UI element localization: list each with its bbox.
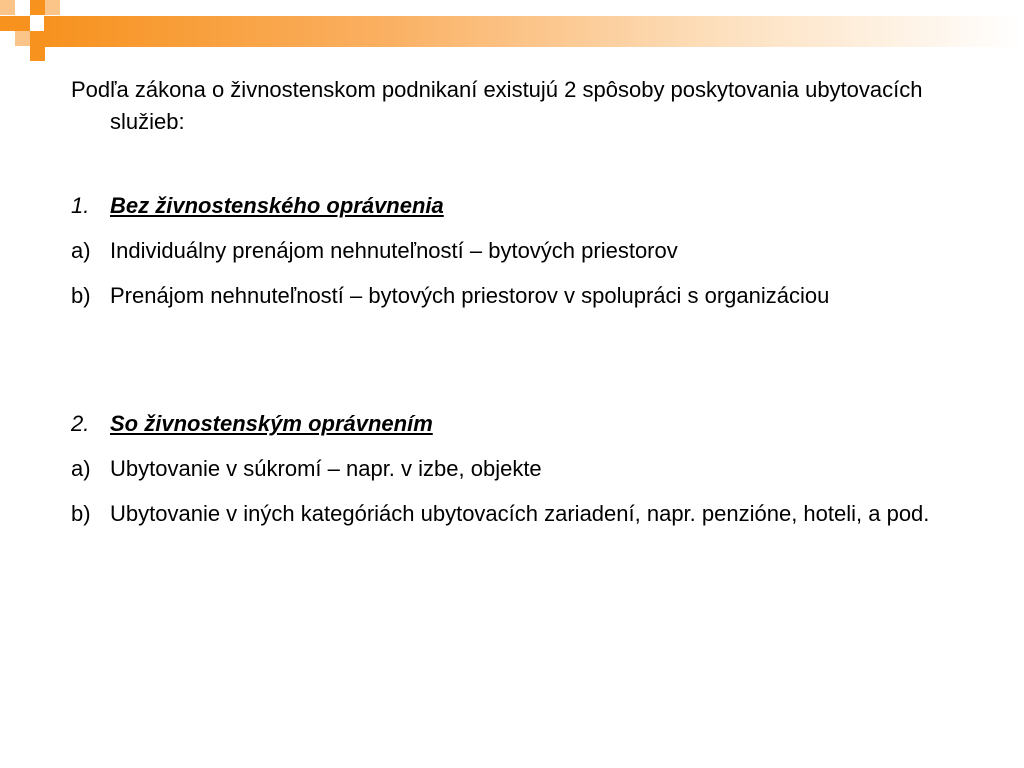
section-title: Bez živnostenského oprávnenia: [110, 193, 444, 218]
list-item: [71, 235, 971, 267]
list-item-text: Ubytovanie v súkromí – napr. v izbe, objekte: [110, 456, 542, 481]
list-item: [71, 498, 971, 530]
decor-square: [30, 0, 45, 15]
list-item: [71, 280, 971, 312]
header-decoration: [0, 0, 1024, 62]
decor-square: [15, 16, 30, 31]
list-marker: b): [71, 501, 91, 526]
section-heading: [71, 408, 971, 440]
section-title: So živnostenským oprávnením: [110, 411, 433, 436]
list-marker: a): [71, 456, 91, 481]
list-marker: a): [71, 238, 91, 263]
section-2: [71, 408, 971, 530]
decor-square: [45, 0, 60, 15]
decor-square: [0, 16, 15, 31]
header-gradient-bar: [44, 16, 1024, 47]
list-item-text: Individuálny prenájom nehnuteľností – bytových priestorov: [110, 238, 678, 263]
section-number: 1.: [71, 193, 90, 218]
decor-square: [30, 46, 45, 61]
list-item: [71, 453, 971, 485]
list-marker: b): [71, 283, 91, 308]
section-1: [71, 190, 971, 312]
decor-square: [15, 31, 30, 46]
list-item-text: Ubytovanie v iných kategóriách ubytovacích zariadení, napr. penzióne, hoteli, a pod.: [110, 501, 930, 526]
section-heading: [71, 190, 971, 222]
section-number: 2.: [71, 411, 90, 436]
list-item-text: Prenájom nehnuteľností – bytových priestorov v spolupráci s organizáciou: [110, 283, 830, 308]
decor-square: [0, 0, 15, 15]
intro-paragraph: Podľa zákona o živnostenskom podnikaní existujú 2 spôsoby poskytovania ubytovacích služieb:: [71, 77, 923, 134]
decor-square: [30, 31, 45, 46]
slide-content: [71, 74, 971, 530]
